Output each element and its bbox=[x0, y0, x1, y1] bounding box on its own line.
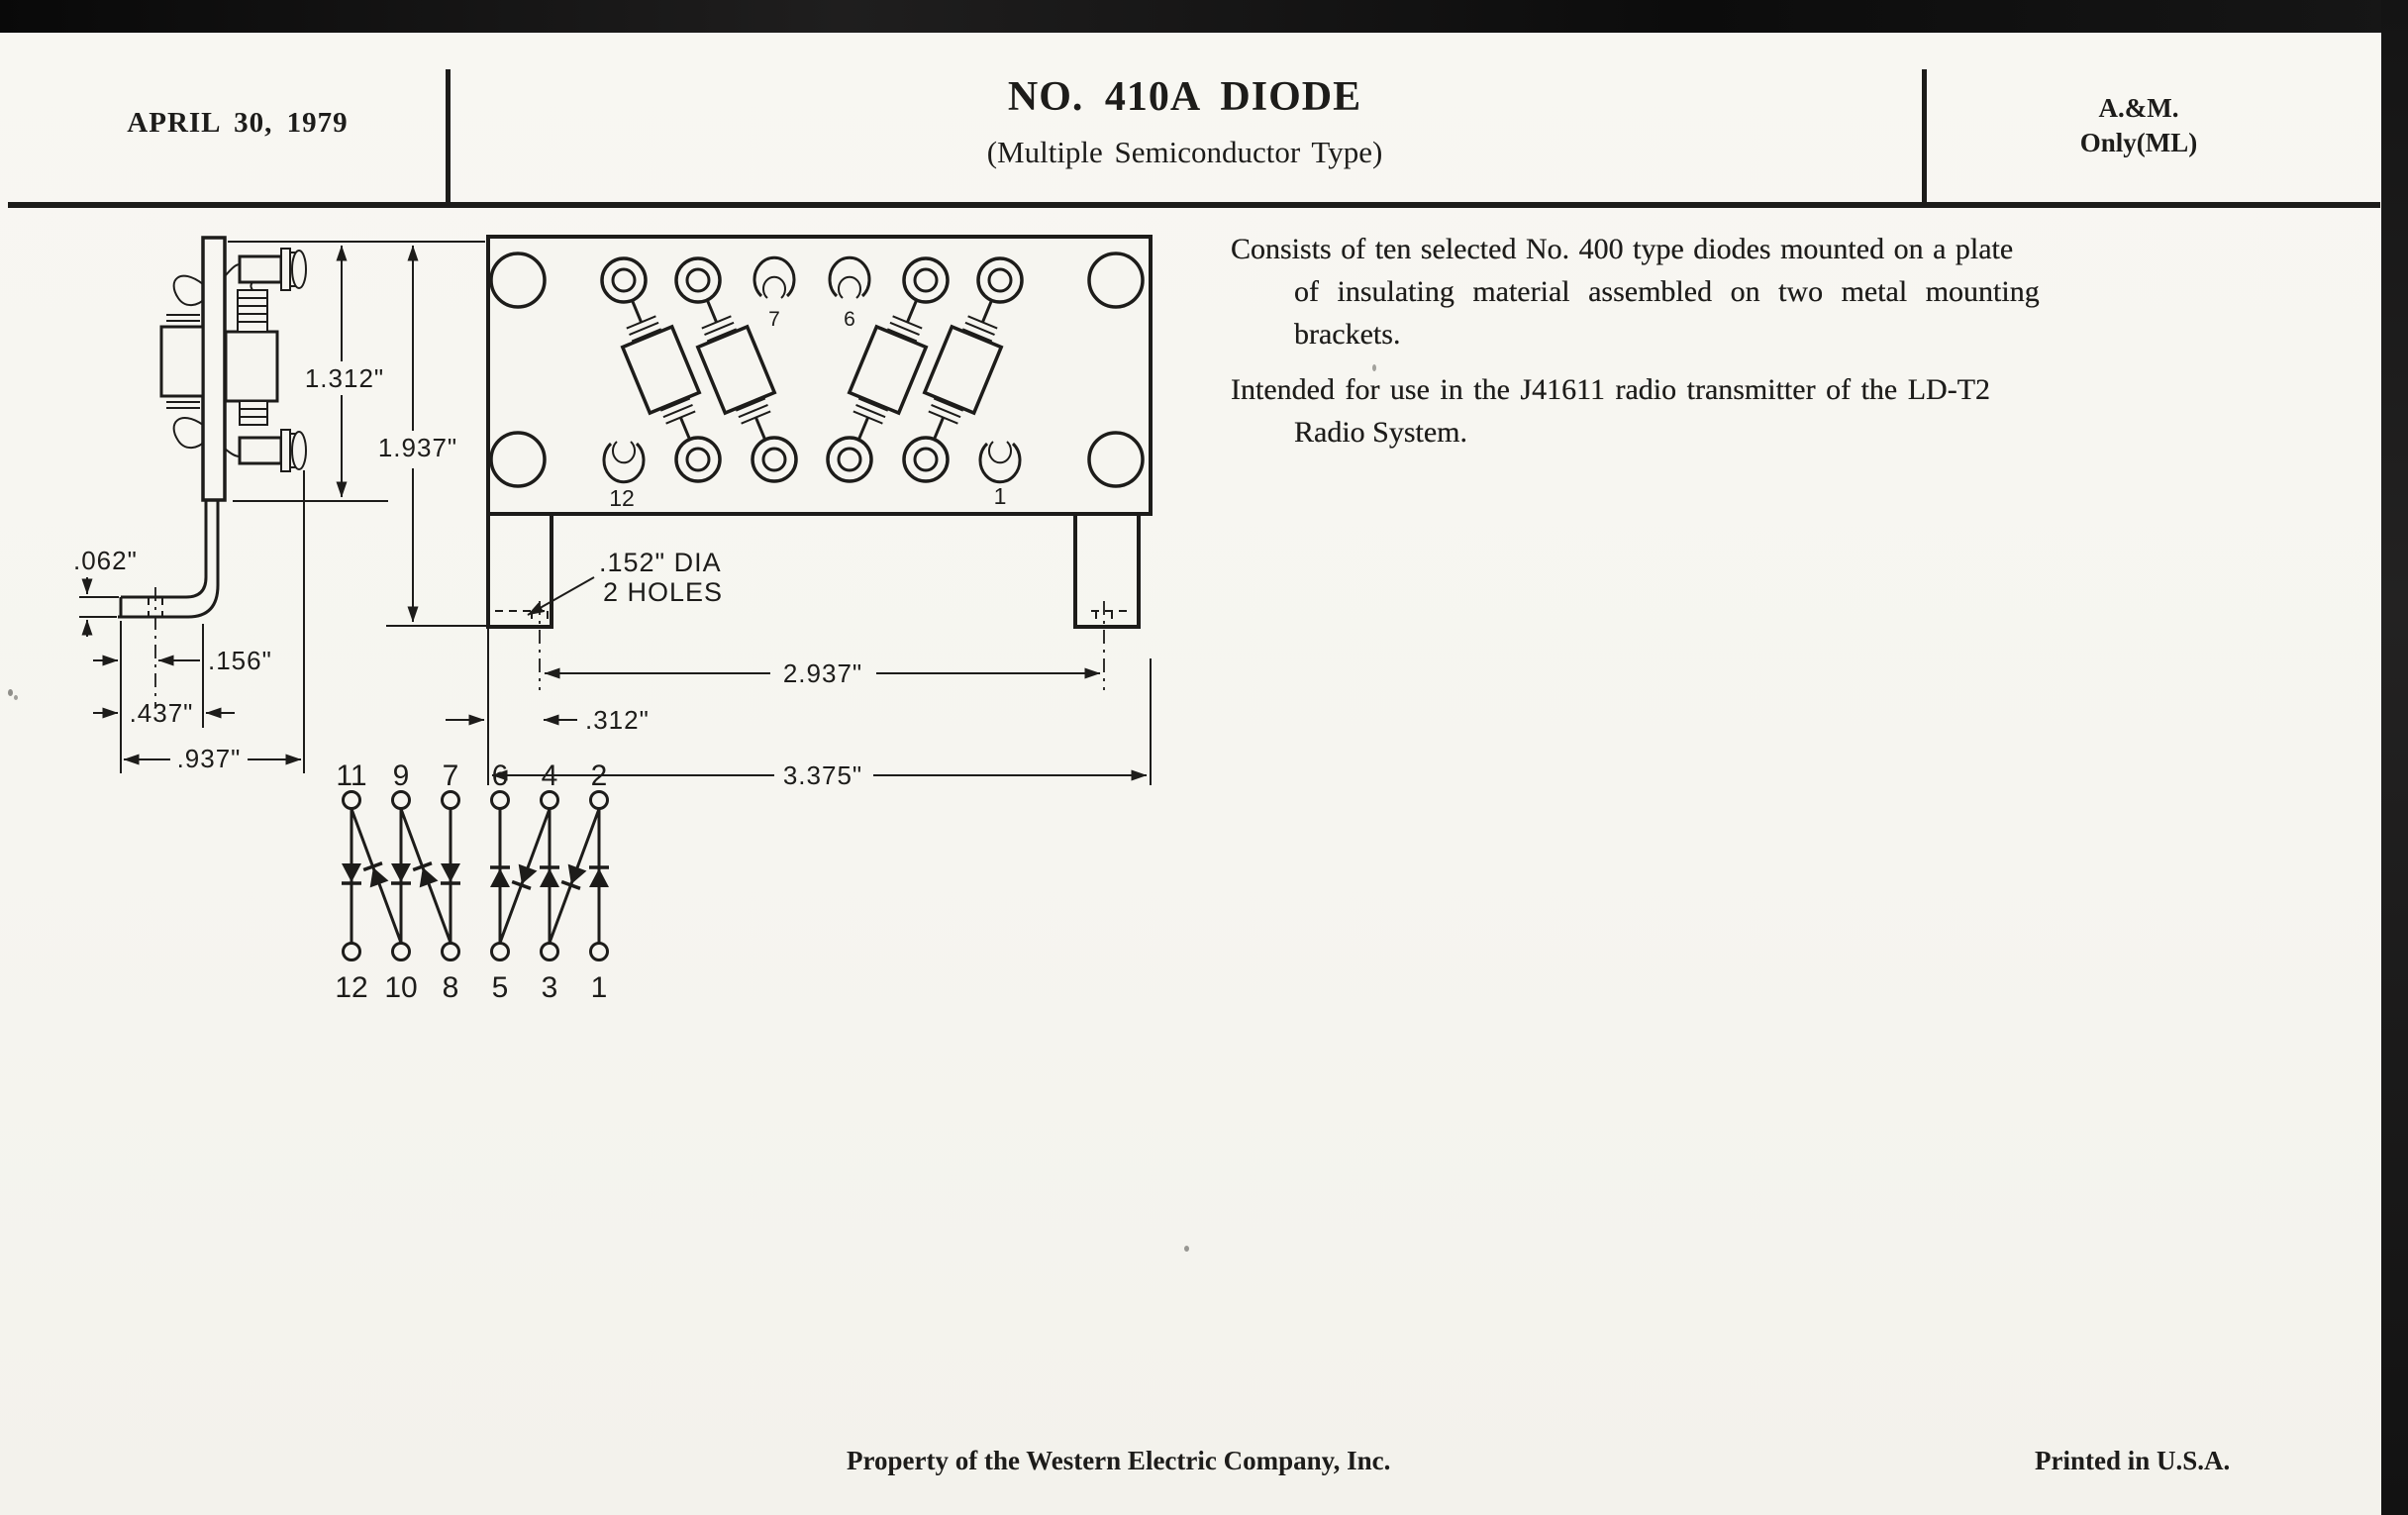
bracket-foot-hole bbox=[1091, 611, 1133, 627]
side-view bbox=[118, 238, 306, 706]
terminal-label-1: 1 bbox=[993, 483, 1007, 509]
side-terminal-top bbox=[240, 256, 281, 282]
schematic-vertical-wires bbox=[351, 808, 599, 944]
terminal-label-12: 12 bbox=[609, 485, 635, 511]
technical-drawing bbox=[30, 213, 1218, 1055]
side-stud-top bbox=[238, 290, 267, 332]
diode-symbol-up bbox=[490, 867, 609, 887]
schematic-terminal-label: 5 bbox=[491, 971, 509, 1004]
side-diode-body-right bbox=[226, 332, 277, 401]
description-line: of insulating material assembled on two metal mounting bbox=[1294, 275, 2040, 308]
diode-symbol-diagonal bbox=[413, 863, 438, 888]
dim-label-1312: 1.312" bbox=[304, 363, 385, 393]
callout-leader bbox=[528, 577, 594, 615]
scan-edge-top bbox=[0, 0, 2408, 33]
bracket-leg-right bbox=[1075, 514, 1139, 627]
side-view-dimensions bbox=[73, 242, 485, 773]
description-line: Intended for use in the J41611 radio transmitter of the LD-T2 bbox=[1231, 373, 1991, 406]
schematic-terminal-label: 8 bbox=[442, 971, 459, 1004]
schematic-terminal-label: 3 bbox=[541, 971, 558, 1004]
schematic-terminal-label: 9 bbox=[392, 759, 410, 792]
hole-note-line1: .152" DIA bbox=[599, 548, 722, 577]
terminal-label-6: 6 bbox=[844, 308, 855, 331]
side-ferrule-lines bbox=[166, 315, 200, 327]
dim-label-312: .312" bbox=[585, 705, 650, 735]
side-terminal-ridge bbox=[281, 430, 290, 471]
drawing-svg bbox=[30, 213, 1218, 1055]
side-wire bbox=[225, 264, 240, 276]
front-view bbox=[488, 237, 1151, 690]
side-wire bbox=[225, 449, 240, 456]
scan-edge-right bbox=[2381, 0, 2408, 1515]
description-line: Consists of ten selected No. 400 type diodes mounted on a plate bbox=[1231, 233, 2014, 265]
side-wire bbox=[251, 282, 252, 290]
schematic-diagonal-wires bbox=[351, 809, 599, 943]
diode-symbol-diagonal bbox=[512, 864, 537, 889]
schematic bbox=[335, 759, 609, 1004]
side-ferrule-lines bbox=[166, 396, 200, 408]
ext-line bbox=[79, 597, 119, 617]
side-terminal-cap bbox=[292, 432, 306, 469]
dim-label-1937: 1.937" bbox=[377, 433, 458, 462]
side-stud-bottom bbox=[240, 401, 267, 425]
bracket-foot-hole bbox=[495, 611, 549, 627]
schematic-terminal-label: 2 bbox=[590, 759, 608, 792]
classification-line1: A.&M. bbox=[2098, 93, 2179, 123]
description-line: Radio System. bbox=[1294, 416, 1468, 449]
terminal-label-7: 7 bbox=[768, 308, 780, 331]
diode-symbol-diagonal bbox=[363, 863, 388, 888]
bracket-leg-left bbox=[488, 514, 552, 627]
issue-date: APRIL 30, 1979 bbox=[127, 107, 349, 139]
page-title: NO. 410A DIODE bbox=[1007, 74, 1362, 120]
dim-label-437: .437" bbox=[129, 698, 194, 728]
front-plate bbox=[488, 237, 1151, 514]
schematic-terminal-label: 7 bbox=[442, 759, 459, 792]
header-title-block bbox=[448, 73, 1922, 170]
page-subtitle: (Multiple Semiconductor Type) bbox=[986, 135, 1383, 169]
header-divider-right bbox=[1922, 69, 1927, 203]
side-diode-body-left bbox=[161, 327, 203, 396]
footer-property-notice: Property of the Western Electric Company, Inc. bbox=[847, 1446, 1391, 1475]
schematic-terminal-label: 11 bbox=[336, 759, 367, 792]
schematic-terminal-label: 1 bbox=[590, 971, 608, 1004]
scan-speck bbox=[1372, 364, 1376, 371]
scan-speck bbox=[14, 695, 18, 700]
description-line: brackets. bbox=[1294, 318, 1401, 351]
side-terminal-cap bbox=[292, 251, 306, 288]
schematic-terminal-label: 4 bbox=[541, 759, 558, 792]
classification-line2: Only(ML) bbox=[2079, 128, 2198, 157]
description-block bbox=[1231, 228, 2330, 454]
scan-speck bbox=[8, 689, 13, 696]
side-terminal-ridge bbox=[281, 249, 290, 290]
side-wire bbox=[174, 276, 203, 305]
dim-label-156: .156" bbox=[208, 646, 272, 675]
side-plate bbox=[203, 238, 225, 500]
diode-symbol-down bbox=[342, 863, 460, 883]
hole-note-line2: 2 HOLES bbox=[603, 577, 724, 607]
dim-label-2937: 2.937" bbox=[782, 658, 863, 688]
diode-symbol-diagonal bbox=[561, 864, 586, 889]
schematic-terminal-label: 6 bbox=[491, 759, 509, 792]
schematic-terminal-label: 10 bbox=[384, 971, 418, 1004]
side-terminal-bottom bbox=[240, 438, 281, 463]
dim-label-937: .937" bbox=[176, 744, 242, 773]
schematic-terminal-label: 12 bbox=[335, 971, 368, 1004]
scan-speck bbox=[1184, 1246, 1189, 1252]
side-wire bbox=[174, 418, 203, 448]
footer-printed-notice: Printed in U.S.A. bbox=[2035, 1446, 2231, 1475]
dim-label-062: .062" bbox=[73, 546, 138, 575]
classification-block bbox=[1939, 91, 2339, 160]
dim-label-3375: 3.375" bbox=[782, 760, 863, 790]
header-rule bbox=[8, 202, 2380, 208]
